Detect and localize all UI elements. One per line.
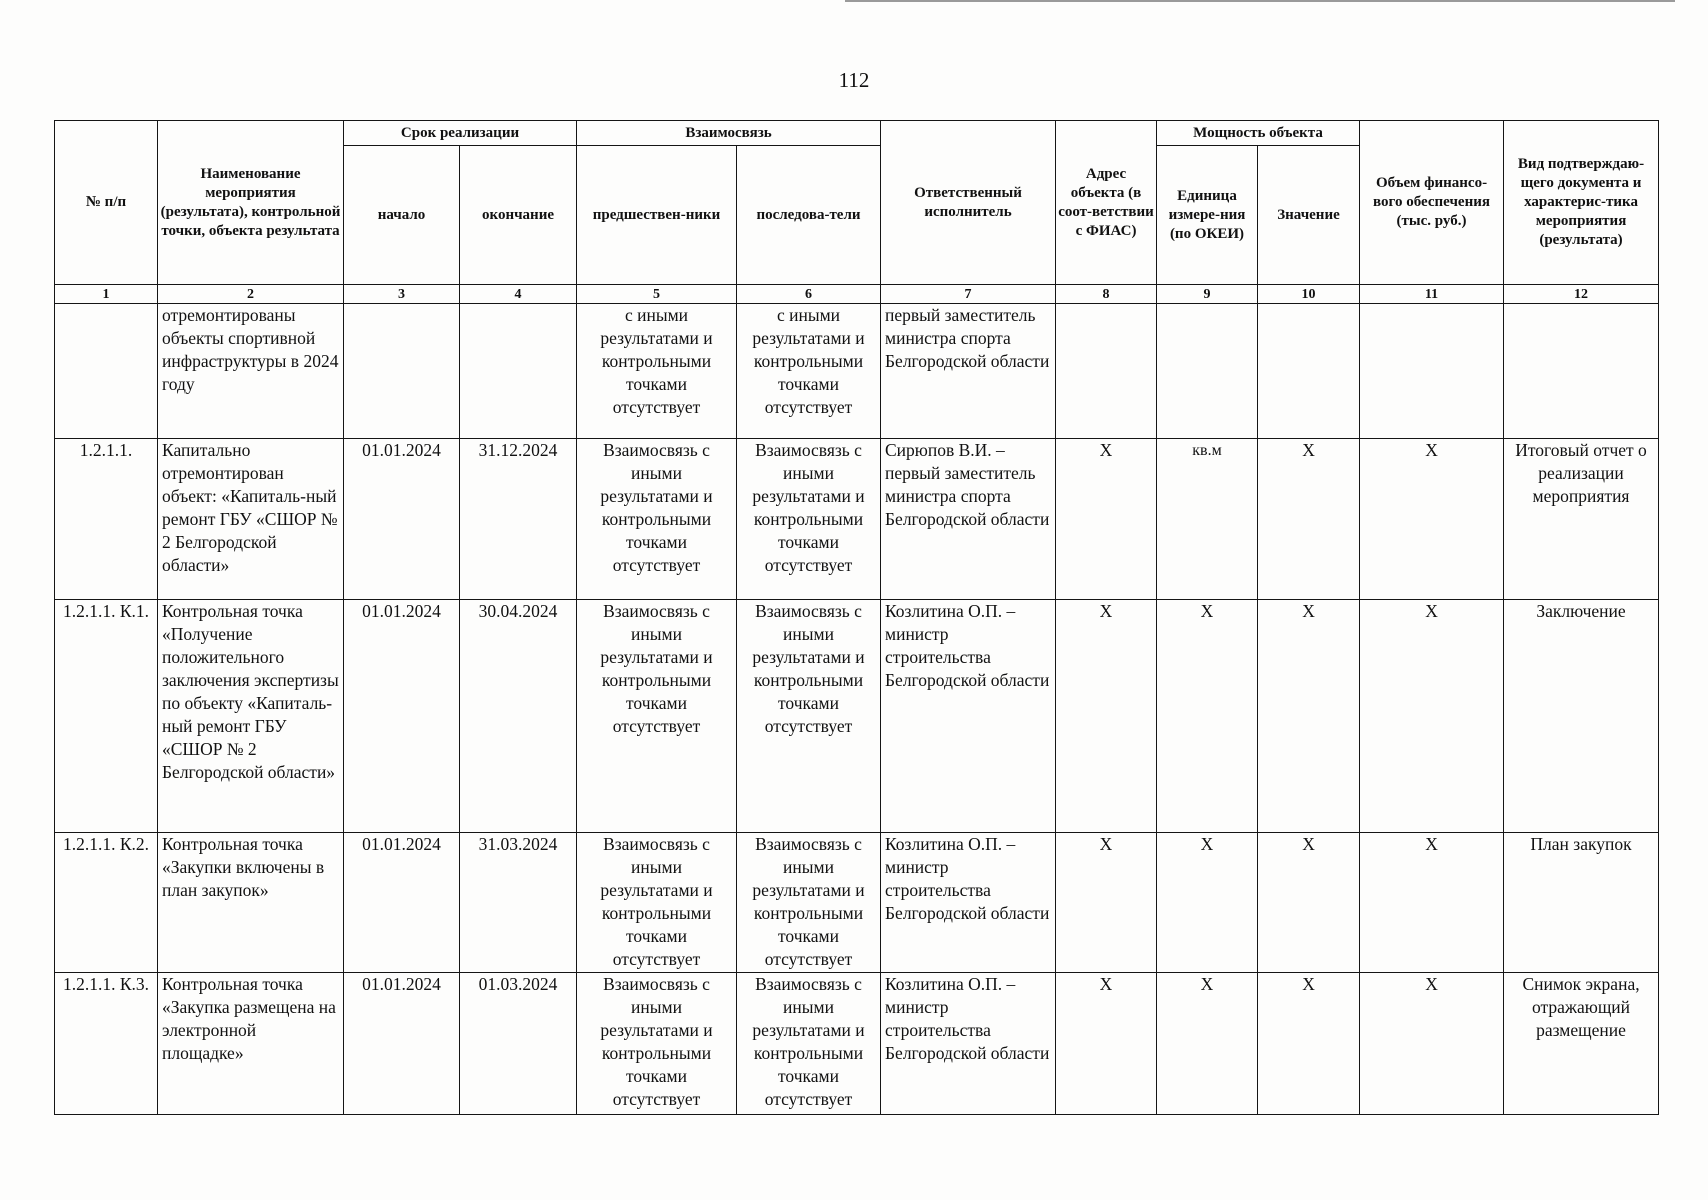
cell-executor: Козлитина О.П. – министр строительства Белгородской области bbox=[881, 833, 1056, 973]
header-predecessors: предшествен-ники bbox=[577, 146, 737, 285]
cell-address: X bbox=[1056, 439, 1157, 600]
column-number: 1 bbox=[55, 285, 158, 304]
header-timeline: Срок реализации bbox=[344, 121, 577, 146]
cell-num: 1.2.1.1. bbox=[55, 439, 158, 600]
cell-value: X bbox=[1258, 833, 1360, 973]
cell-unit: кв.м bbox=[1157, 439, 1258, 600]
page-number: 112 bbox=[838, 68, 870, 92]
cell-address: X bbox=[1056, 600, 1157, 833]
column-number: 10 bbox=[1258, 285, 1360, 304]
cell-executor: Сирюпов В.И. – первый заместитель министра спорта Белгородской области bbox=[881, 439, 1056, 600]
cell-address: X bbox=[1056, 833, 1157, 973]
header-successors: последова-тели bbox=[737, 146, 881, 285]
column-number: 7 bbox=[881, 285, 1056, 304]
cell-executor: Козлитина О.П. – министр строительства Белгородской области bbox=[881, 973, 1056, 1115]
cell-document: План закупок bbox=[1504, 833, 1659, 973]
cell-end: 31.03.2024 bbox=[460, 833, 577, 973]
continuation-row bbox=[55, 304, 1659, 439]
header-address: Адрес объекта (в соот-ветствии с ФИАС) bbox=[1056, 121, 1157, 285]
header-unit: Единица измере-ния (по ОКЕИ) bbox=[1157, 146, 1258, 285]
column-number: 4 bbox=[460, 285, 577, 304]
cell-name: Контрольная точка «Закупка размещена на электронной площадке» bbox=[158, 973, 344, 1115]
cell-document: Снимок экрана, отражающий размещение bbox=[1504, 973, 1659, 1115]
cell-value: X bbox=[1258, 600, 1360, 833]
cell-end: 01.03.2024 bbox=[460, 973, 577, 1115]
cell-value bbox=[1258, 304, 1360, 439]
cell-unit bbox=[1157, 304, 1258, 439]
column-number: 8 bbox=[1056, 285, 1157, 304]
column-number: 6 bbox=[737, 285, 881, 304]
header-relation: Взаимосвязь bbox=[577, 121, 881, 146]
cell-successors: Взаимосвязь с иными результатами и контрольными точками отсутствует bbox=[737, 973, 881, 1115]
cell-predecessors: с иными результатами и контрольными точками отсутствует bbox=[577, 304, 737, 439]
cell-finance: X bbox=[1360, 833, 1504, 973]
header-capacity: Мощность объекта bbox=[1157, 121, 1360, 146]
cell-executor: Козлитина О.П. – министр строительства Белгородской области bbox=[881, 600, 1056, 833]
cell-name: Капитально отремонтирован объект: «Капиталь-ный ремонт ГБУ «СШОР № 2 Белгородской области» bbox=[158, 439, 344, 600]
header-name: Наименование мероприятия (результата), контрольной точки, объекта результата bbox=[158, 121, 344, 285]
table-row bbox=[55, 600, 1659, 833]
cell-num: 1.2.1.1. К.1. bbox=[55, 600, 158, 833]
cell-document: Заключение bbox=[1504, 600, 1659, 833]
header-value: Значение bbox=[1258, 146, 1360, 285]
column-number: 5 bbox=[577, 285, 737, 304]
cell-name: отремонтированы объекты спортивной инфраструктуры в 2024 году bbox=[158, 304, 344, 439]
cell-finance: X bbox=[1360, 973, 1504, 1115]
cell-end: 30.04.2024 bbox=[460, 600, 577, 833]
cell-value: X bbox=[1258, 439, 1360, 600]
cell-address bbox=[1056, 304, 1157, 439]
column-number: 11 bbox=[1360, 285, 1504, 304]
table-row bbox=[55, 439, 1659, 600]
cell-finance: X bbox=[1360, 600, 1504, 833]
cell-predecessors: Взаимосвязь с иными результатами и контрольными точками отсутствует bbox=[577, 600, 737, 833]
cell-successors: Взаимосвязь с иными результатами и контрольными точками отсутствует bbox=[737, 833, 881, 973]
cell-successors: Взаимосвязь с иными результатами и контрольными точками отсутствует bbox=[737, 439, 881, 600]
cell-unit: X bbox=[1157, 833, 1258, 973]
header-start: начало bbox=[344, 146, 460, 285]
table-row bbox=[55, 973, 1659, 1115]
column-number-row bbox=[55, 285, 1659, 304]
header-finance: Объем финансо-вого обеспечения (тыс. руб.) bbox=[1360, 121, 1504, 285]
cell-predecessors: Взаимосвязь с иными результатами и контрольными точками отсутствует bbox=[577, 439, 737, 600]
cell-start: 01.01.2024 bbox=[344, 833, 460, 973]
cell-document: Итоговый отчет о реализации мероприятия bbox=[1504, 439, 1659, 600]
cell-end: 31.12.2024 bbox=[460, 439, 577, 600]
header-end: окончание bbox=[460, 146, 577, 285]
cell-num: 1.2.1.1. К.2. bbox=[55, 833, 158, 973]
header-document: Вид подтверждаю-щего документа и характерис-тика мероприятия (результата) bbox=[1504, 121, 1659, 285]
table-row bbox=[55, 833, 1659, 973]
scan-edge-line bbox=[845, 0, 1675, 2]
cell-document bbox=[1504, 304, 1659, 439]
cell-value: X bbox=[1258, 973, 1360, 1115]
header-num: № п/п bbox=[55, 121, 158, 285]
column-number: 3 bbox=[344, 285, 460, 304]
cell-address: X bbox=[1056, 973, 1157, 1115]
cell-start: 01.01.2024 bbox=[344, 439, 460, 600]
cell-predecessors: Взаимосвязь с иными результатами и контрольными точками отсутствует bbox=[577, 833, 737, 973]
cell-successors: Взаимосвязь с иными результатами и контрольными точками отсутствует bbox=[737, 600, 881, 833]
column-number: 2 bbox=[158, 285, 344, 304]
cell-successors: с иными результатами и контрольными точками отсутствует bbox=[737, 304, 881, 439]
cell-num: 1.2.1.1. К.3. bbox=[55, 973, 158, 1115]
column-number: 9 bbox=[1157, 285, 1258, 304]
cell-end bbox=[460, 304, 577, 439]
cell-start bbox=[344, 304, 460, 439]
cell-finance bbox=[1360, 304, 1504, 439]
cell-unit: X bbox=[1157, 600, 1258, 833]
cell-start: 01.01.2024 bbox=[344, 973, 460, 1115]
plan-table bbox=[54, 120, 1659, 1115]
cell-executor: первый заместитель министра спорта Белгородской области bbox=[881, 304, 1056, 439]
column-number: 12 bbox=[1504, 285, 1659, 304]
cell-name: Контрольная точка «Получение положительного заключения экспертизы по объекту «Капиталь-ный ремонт ГБУ «СШОР № 2 Белгородской области» bbox=[158, 600, 344, 833]
cell-start: 01.01.2024 bbox=[344, 600, 460, 833]
cell-name: Контрольная точка «Закупки включены в план закупок» bbox=[158, 833, 344, 973]
cell-unit: X bbox=[1157, 973, 1258, 1115]
header-executor: Ответственный исполнитель bbox=[881, 121, 1056, 285]
cell-predecessors: Взаимосвязь с иными результатами и контрольными точками отсутствует bbox=[577, 973, 737, 1115]
cell-finance: X bbox=[1360, 439, 1504, 600]
cell-num bbox=[55, 304, 158, 439]
